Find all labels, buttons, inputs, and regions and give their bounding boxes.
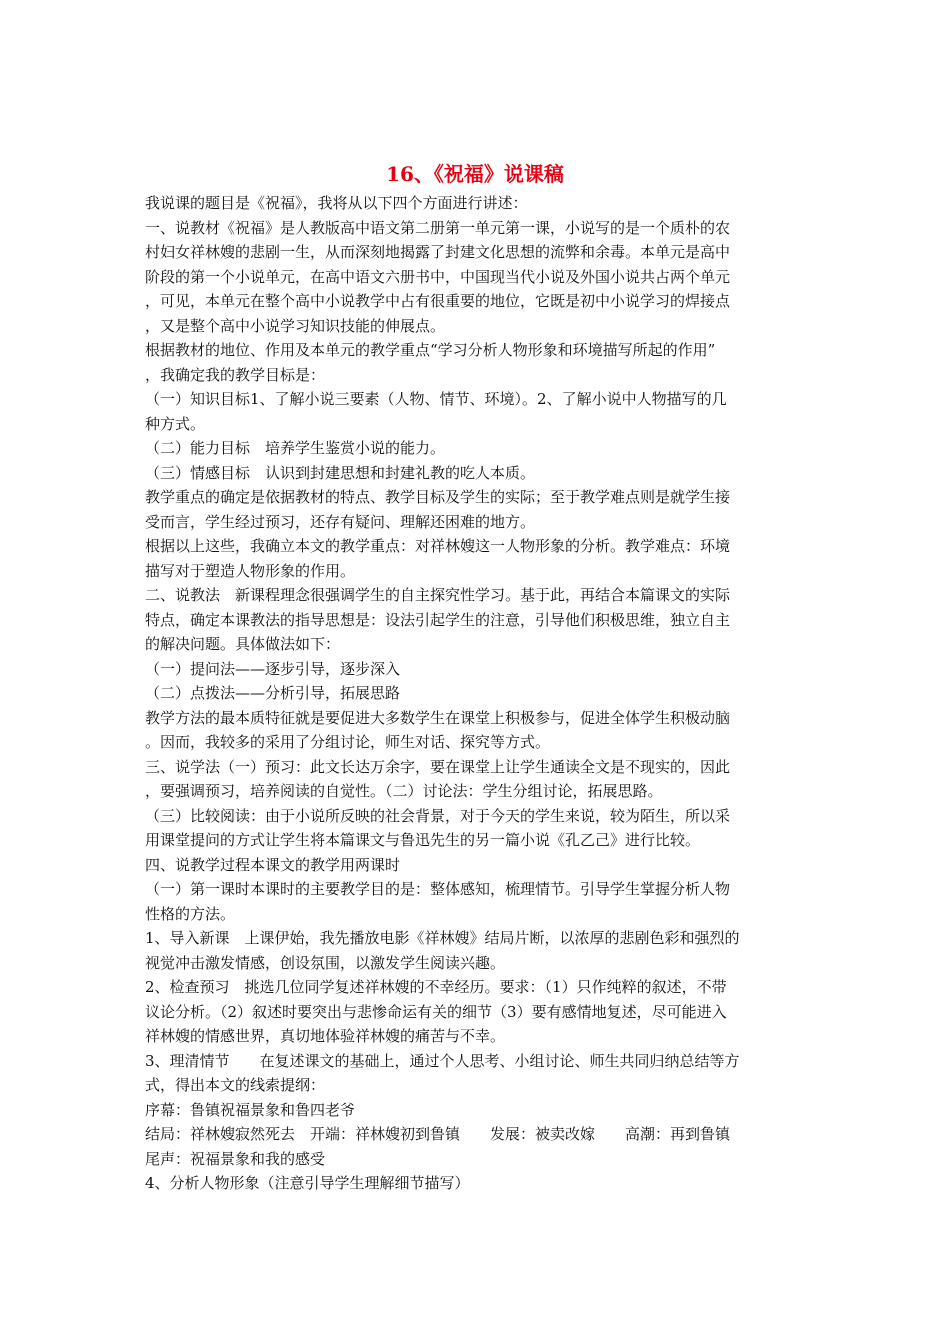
paragraph-line: 式，得出本文的线索提纲： bbox=[145, 1076, 326, 1094]
document-body bbox=[145, 191, 809, 1196]
paragraph-line: 我说课的题目是《祝福》，我将从以下四个方面进行讲述： bbox=[145, 194, 528, 212]
paragraph-line: （一）第一课时本课时的主要教学目的是：整体感知，梳理情节。引导学生掌握分析人物 bbox=[145, 880, 731, 898]
paragraph-line: ，要强调预习，培养阅读的自觉性。（二）讨论法：学生分组讨论，拓展思路。 bbox=[145, 782, 663, 800]
paragraph-line: 1、导入新课 上课伊始，我先播放电影《祥林嫂》结局片断，以浓厚的悲剧色彩和强烈的 bbox=[145, 929, 740, 947]
paragraph-line: 四、说教学过程本课文的教学用两课时 bbox=[145, 855, 401, 874]
paragraph-line: 尾声：祝福景象和我的感受 bbox=[145, 1149, 326, 1168]
paragraph-line: 视觉冲击激发情感，创设氛围，以激发学生阅读兴趣。 bbox=[145, 953, 506, 972]
paragraph-line: 。因而，我较多的采用了分组讨论，师生对话、探究等方式。 bbox=[145, 733, 551, 751]
paragraph-line: ，可见，本单元在整个高中小说教学中占有很重要的地位，它既是初中小说学习的焊接点 bbox=[145, 292, 731, 310]
paragraph-line: ，又是整个高中小说学习知识技能的伸展点。 bbox=[145, 316, 446, 335]
paragraph-line: （三）情感目标 认识到封建思想和封建礼教的吃人本质。 bbox=[145, 463, 536, 482]
paragraph-line: 4、分析人物形象（注意引导学生理解细节描写） bbox=[145, 1174, 470, 1192]
paragraph-line: 教学方法的最本质特征就是要促进大多数学生在课堂上积极参与，促进全体学生积极动脑 bbox=[145, 708, 731, 727]
paragraph-line: 阶段的第一个小说单元，在高中语文六册书中，中国现当代小说及外国小说共占两个单元 bbox=[145, 267, 731, 286]
paragraph-line: 用课堂提问的方式让学生将本篇课文与鲁迅先生的另一篇小说《孔乙己》进行比较。 bbox=[145, 831, 701, 849]
paragraph-line: 序幕：鲁镇祝福景象和鲁四老爷 bbox=[145, 1100, 356, 1119]
paragraph-line: ，我确定我的教学目标是： bbox=[145, 365, 326, 384]
paragraph-line: 3、理清情节 在复述课文的基础上，通过个人思考、小组讨论、师生共同归纳总结等方 bbox=[145, 1051, 740, 1070]
paragraph-line: 的解决问题。具体做法如下： bbox=[145, 635, 341, 653]
paragraph-line: 结局：祥林嫂寂然死去 开端：祥林嫂初到鲁镇 发展：被卖改嫁 高潮：再到鲁镇 bbox=[145, 1125, 731, 1143]
paragraph-line: 村妇女祥林嫂的悲剧一生，从而深刻地揭露了封建文化思想的流弊和余毒。本单元是高中 bbox=[145, 243, 731, 261]
paragraph-line: 特点，确定本课教法的指导思想是：设法引起学生的注意，引导他们积极思维，独立自主 bbox=[145, 610, 731, 629]
paragraph-line: 根据以上这些，我确立本文的教学重点：对祥林嫂这一人物形象的分析。教学难点：环境 bbox=[145, 537, 731, 555]
paragraph-line: 议论分析。（2）叙述时要突出与悲惨命运有关的细节（3）要有感情地复述，尽可能进入 bbox=[145, 1002, 727, 1021]
paragraph-line: 性格的方法。 bbox=[145, 904, 236, 923]
paragraph-line: 祥林嫂的情感世界，真切地体验祥林嫂的痛苦与不幸。 bbox=[145, 1027, 506, 1045]
paragraph-line: 二、说教法 新课程理念很强调学生的自主探究性学习。基于此，再结合本篇课文的实际 bbox=[145, 586, 731, 604]
paragraph-line: （二）点拨法——分析引导，拓展思路 bbox=[145, 684, 401, 702]
paragraph-line: 根据教材的地位、作用及本单元的教学重点“学习分析人物形象和环境描写所起的作用” bbox=[145, 341, 716, 359]
paragraph-line: 2、检查预习 挑选几位同学复述祥林嫂的不幸经历。要求：（1）只作纯粹的叙述，不带 bbox=[145, 978, 727, 996]
paragraph-line: 种方式。 bbox=[145, 414, 206, 433]
paragraph-line: （二）能力目标 培养学生鉴赏小说的能力。 bbox=[145, 439, 446, 457]
paragraph-line: 一、说教材《祝福》是人教版高中语文第二册第一单元第一课，小说写的是一个质朴的农 bbox=[145, 218, 731, 237]
paragraph-line: （一）提问法——逐步引导，逐步深入 bbox=[145, 659, 401, 678]
paragraph-line: 描写对于塑造人物形象的作用。 bbox=[145, 561, 356, 580]
paragraph-line: 教学重点的确定是依据教材的特点、教学目标及学生的实际；至于教学难点则是就学生接 bbox=[145, 488, 731, 506]
paragraph-line: （一）知识目标1、了解小说三要素（人物、情节、环境）。2、了解小说中人物描写的几 bbox=[145, 390, 727, 408]
paragraph-line: 受而言，学生经过预习，还存有疑问、理解还困难的地方。 bbox=[145, 512, 536, 531]
paragraph-line: 三、说学法（一）预习：此文长达万余字，要在课堂上让学生通读全文是不现实的，因此 bbox=[145, 757, 731, 776]
paragraph-line: （三）比较阅读：由于小说所反映的社会背景，对于今天的学生来说，较为陌生，所以采 bbox=[145, 806, 731, 825]
document-title: 16、《祝福》说课稿 bbox=[386, 162, 564, 186]
